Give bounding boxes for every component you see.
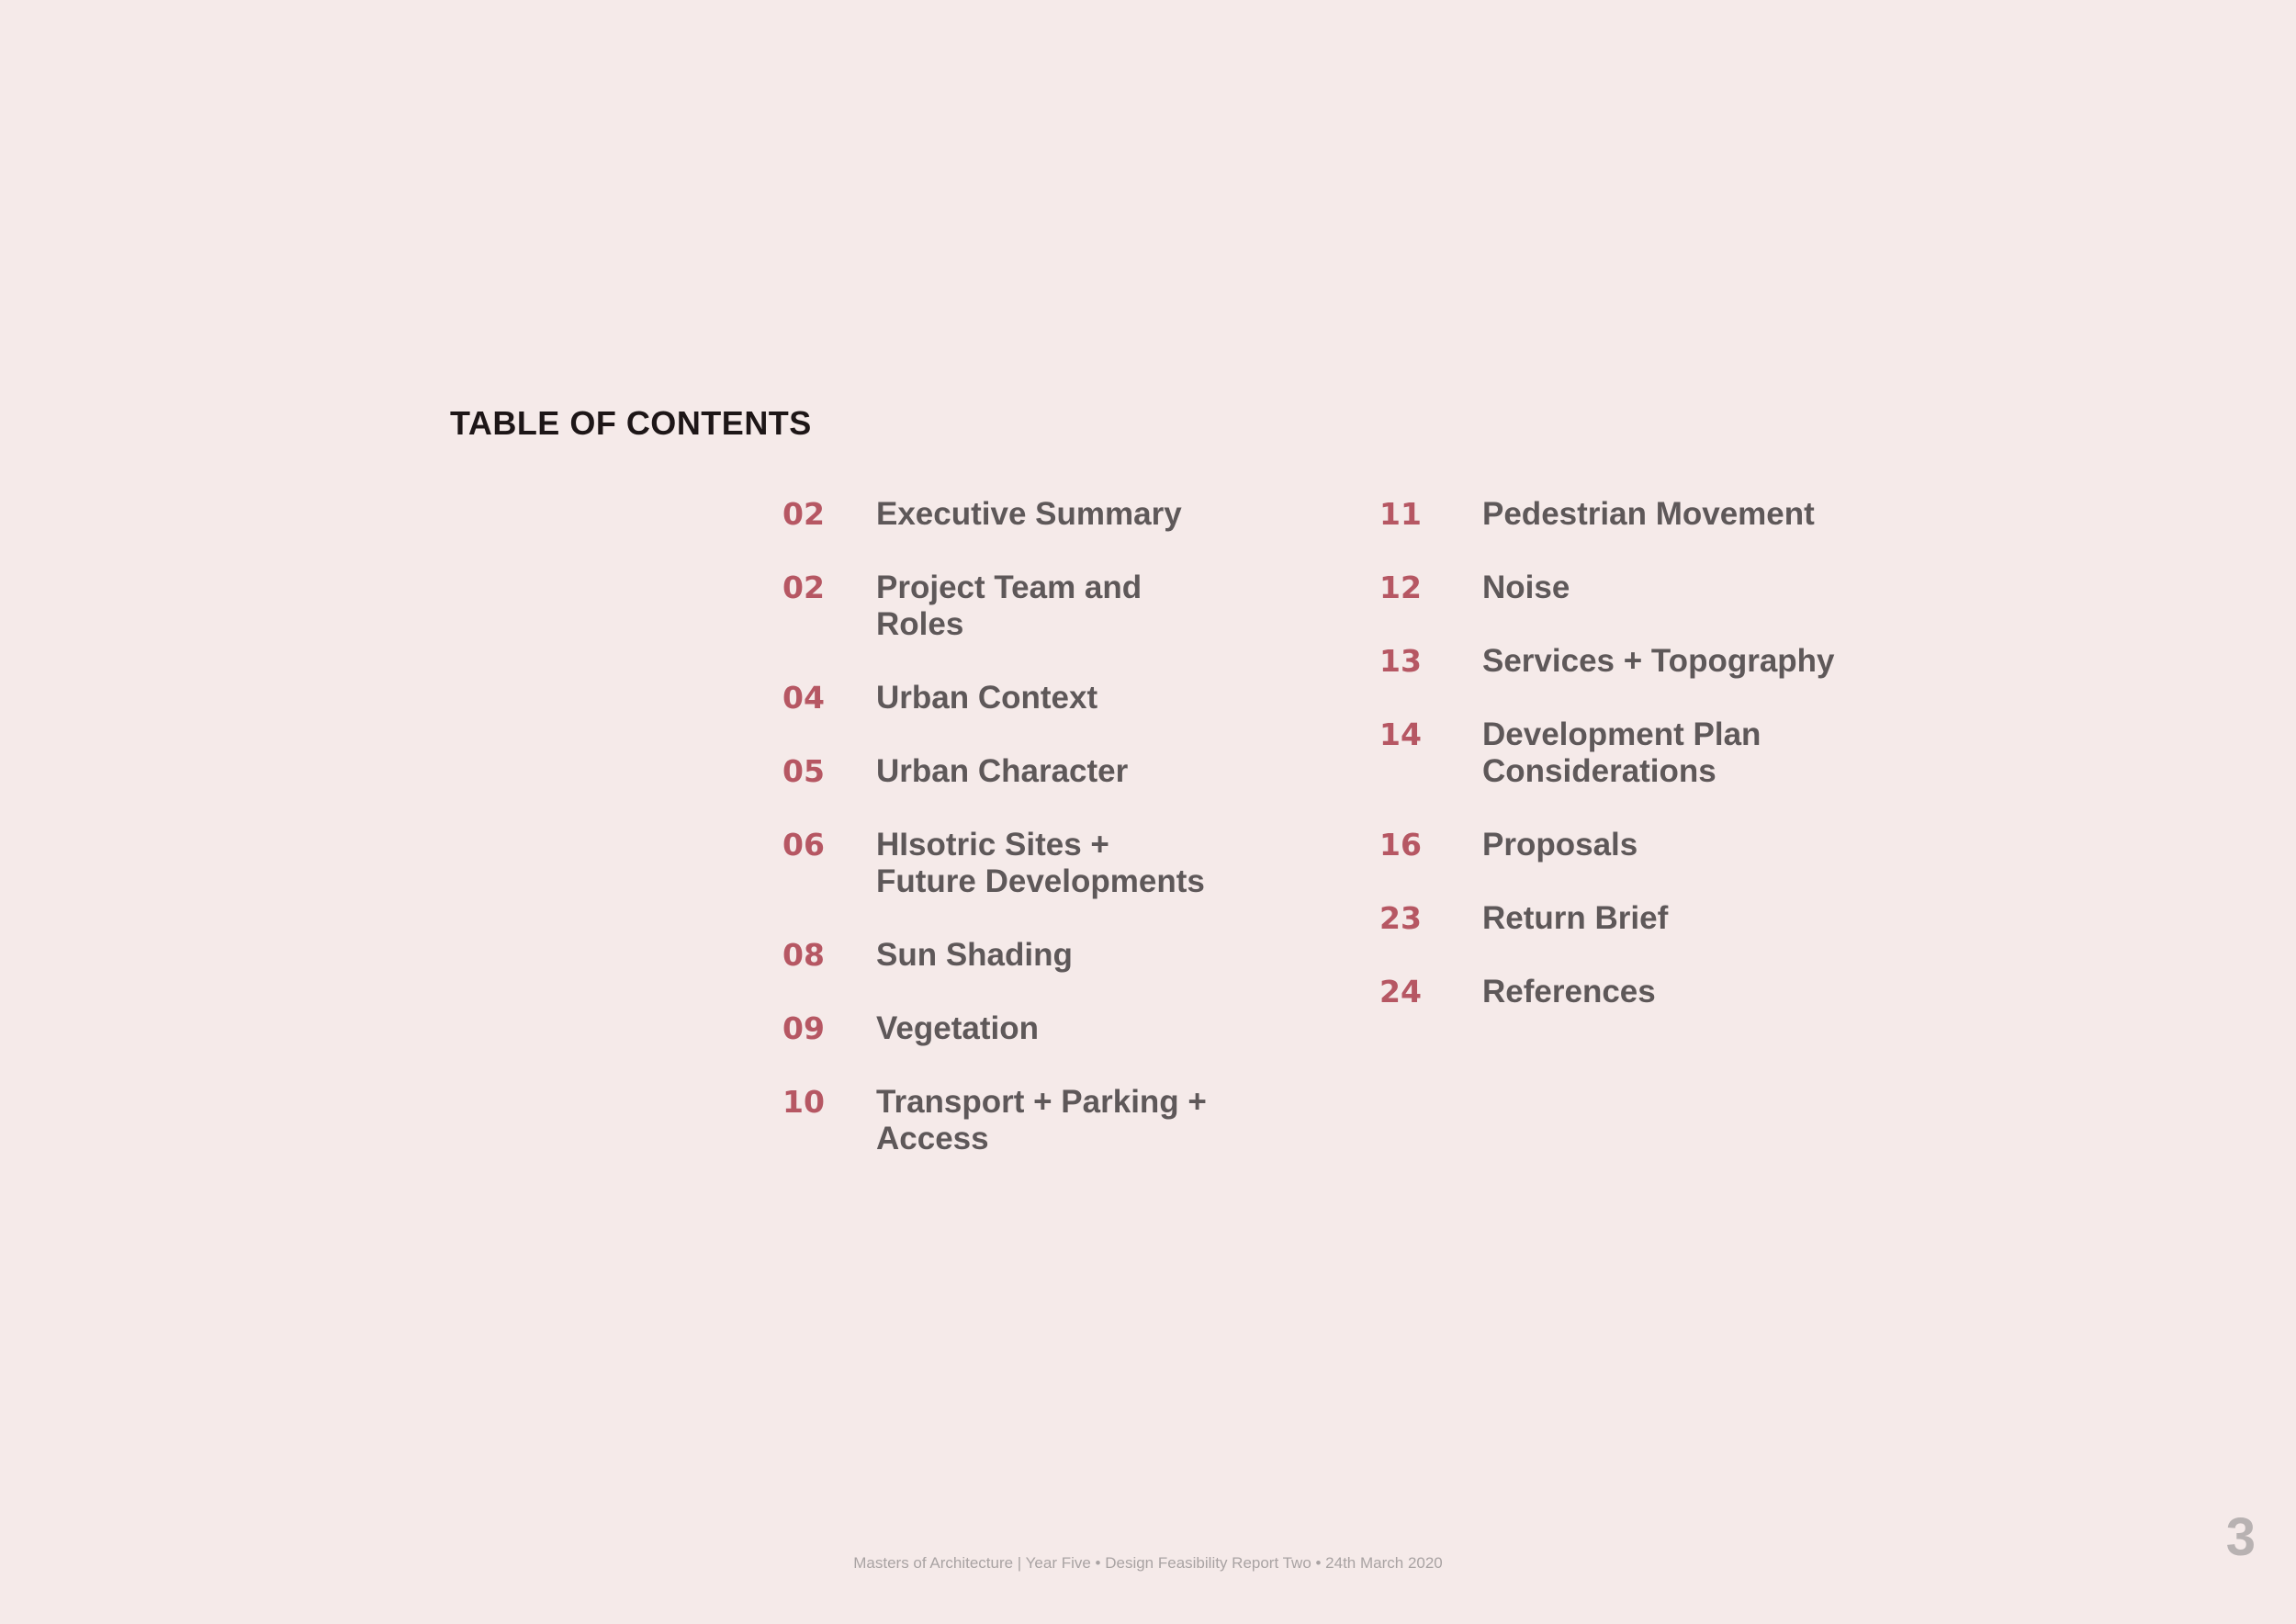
toc-entry-title: Return Brief xyxy=(1482,900,1669,936)
toc-entry[interactable] xyxy=(735,753,1225,790)
toc-page-number: 13 xyxy=(1379,643,1422,679)
toc-page-number: 24 xyxy=(1379,974,1422,1009)
toc-page-number: 14 xyxy=(1379,716,1422,752)
toc-page-number: 06 xyxy=(782,827,825,863)
toc-page-number: 04 xyxy=(782,680,825,716)
toc-entry-title: Pedestrian Movement xyxy=(1482,496,1815,532)
toc-entry[interactable] xyxy=(1332,643,1868,680)
toc-entry-title: Proposals xyxy=(1482,827,1638,863)
toc-entry[interactable] xyxy=(1332,827,1868,863)
toc-entry-title: Transport + Parking + Access xyxy=(876,1084,1207,1156)
toc-entry[interactable] xyxy=(735,937,1225,974)
toc-entry[interactable] xyxy=(1332,900,1868,937)
toc-entry-title: Urban Context xyxy=(876,680,1098,716)
toc-entry[interactable] xyxy=(1332,974,1868,1010)
toc-page-number: 05 xyxy=(782,753,825,789)
toc-entry[interactable] xyxy=(735,1010,1225,1047)
toc-entry[interactable] xyxy=(735,827,1225,900)
page-number: 3 xyxy=(2225,1507,2256,1567)
toc-entry-title: Executive Summary xyxy=(876,496,1182,532)
toc-entry-title: Urban Character xyxy=(876,753,1129,789)
toc-page-number: 23 xyxy=(1379,900,1422,936)
toc-page-number: 11 xyxy=(1379,496,1422,532)
toc-page-number: 02 xyxy=(782,496,825,532)
toc-page-number: 16 xyxy=(1379,827,1422,863)
toc-entry[interactable] xyxy=(735,496,1225,533)
toc-page-number: 08 xyxy=(782,937,825,973)
toc-page-number: 12 xyxy=(1379,570,1422,605)
toc-right-column xyxy=(1332,496,1868,1047)
toc-entry[interactable] xyxy=(1332,496,1868,533)
toc-entry[interactable] xyxy=(735,680,1225,716)
toc-heading: TABLE OF CONTENTS xyxy=(450,404,812,442)
toc-entry-title: Noise xyxy=(1482,570,1570,605)
footer-text: Masters of Architecture | Year Five • Design Feasibility Report Two • 24th March 2020 xyxy=(853,1554,1443,1572)
toc-page-number: 10 xyxy=(782,1084,825,1120)
toc-page-number: 02 xyxy=(782,570,825,605)
toc-entry-title: Project Team and Roles xyxy=(876,570,1142,642)
toc-entry-title: Vegetation xyxy=(876,1010,1039,1046)
toc-entry-title: References xyxy=(1482,974,1656,1009)
toc-entry-title: HIsotric Sites + Future Developments xyxy=(876,827,1205,899)
toc-entry-title: Services + Topography xyxy=(1482,643,1835,679)
toc-entry[interactable] xyxy=(1332,716,1868,790)
toc-page-number: 09 xyxy=(782,1010,825,1046)
toc-entry-title: Development Plan Considerations xyxy=(1482,716,1761,789)
toc-entry[interactable] xyxy=(735,570,1225,643)
toc-entry[interactable] xyxy=(1332,570,1868,606)
toc-left-column xyxy=(735,496,1225,1194)
toc-entry-title: Sun Shading xyxy=(876,937,1073,973)
toc-entry[interactable] xyxy=(735,1084,1225,1157)
